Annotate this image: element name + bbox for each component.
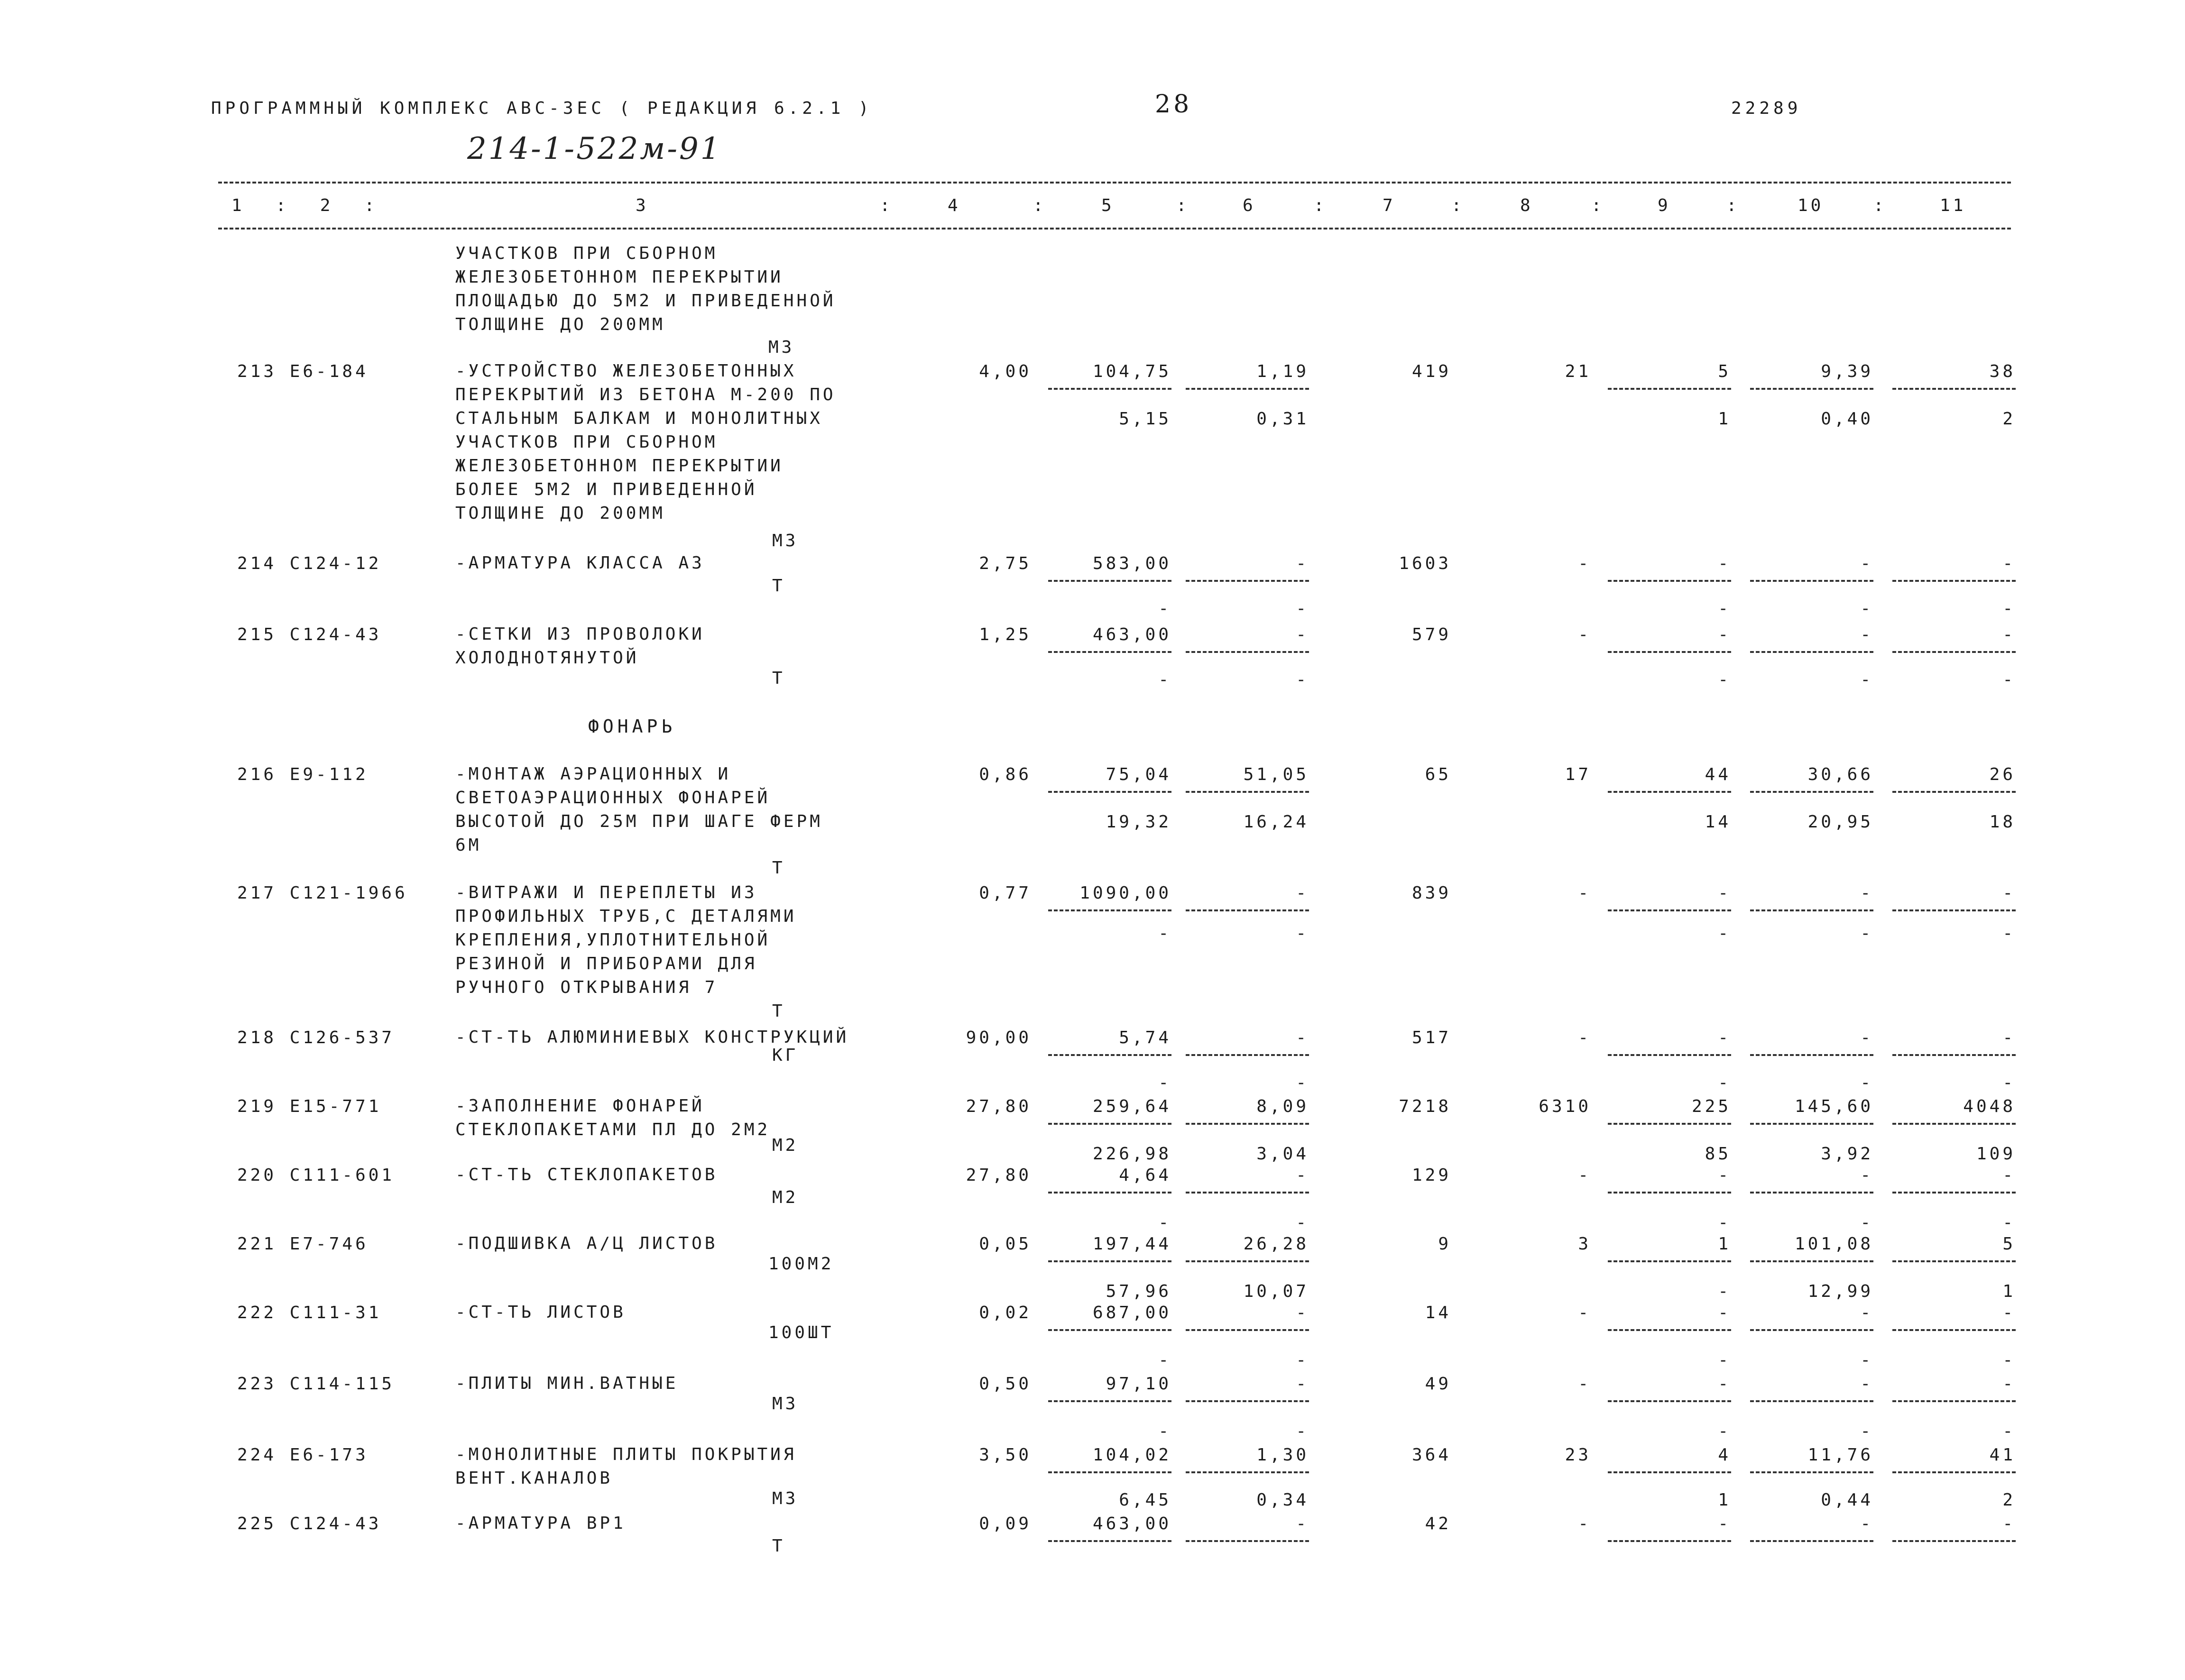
cell-c6: - <box>1296 554 1309 573</box>
cell-c10: 145,60 <box>1794 1097 1873 1116</box>
row-description: -ПЛИТЫ МИН.ВАТНЫЕ <box>455 1374 679 1393</box>
cell-c11: 26 <box>1989 765 2016 784</box>
col-sep: : <box>1451 196 1465 215</box>
cell-c5: 75,04 <box>1106 765 1171 784</box>
cell-separator <box>1892 651 2016 653</box>
cell-c5-sub: 226,98 <box>1092 1144 1171 1164</box>
cell-separator <box>1186 1471 1309 1473</box>
cell-separator <box>1608 1260 1731 1262</box>
cell-separator <box>1750 1260 1873 1262</box>
cell-c4: 2,75 <box>979 554 1032 573</box>
cell-c8: - <box>1578 1028 1591 1047</box>
cell-separator <box>1186 909 1309 911</box>
col-8: 8 <box>1520 196 1533 215</box>
cell-c10-sub: 3,92 <box>1821 1144 1873 1164</box>
section-title: ФОНАРЬ <box>588 716 676 737</box>
cell-separator <box>1048 388 1171 390</box>
cell-separator <box>1048 1400 1171 1402</box>
cell-c10: 101,08 <box>1794 1234 1873 1254</box>
cell-c10-sub: 12,99 <box>1807 1282 1873 1301</box>
cell-c8: - <box>1578 883 1591 903</box>
cell-c11: - <box>2002 1374 2016 1394</box>
cell-separator <box>1892 580 2016 582</box>
cell-c5-sub: 6,45 <box>1119 1490 1171 1510</box>
cell-separator <box>1892 791 2016 793</box>
cell-separator <box>1750 1192 1873 1193</box>
cell-separator <box>1892 909 2016 911</box>
cell-c10: - <box>1860 1303 1873 1322</box>
row-number-code: 214 С124-12 <box>237 554 382 573</box>
cell-separator <box>1186 1260 1309 1262</box>
cell-c6-sub: - <box>1296 924 1309 943</box>
row-description: -СТ-ТЬ АЛЮМИНИЕВЫХ КОНСТРУКЦИЙ <box>455 1028 849 1047</box>
cell-c7: 14 <box>1425 1303 1451 1322</box>
col-sep: : <box>1176 196 1189 215</box>
row-unit: Т <box>772 1001 785 1021</box>
cell-c10-sub: 20,95 <box>1807 812 1873 832</box>
row-description: -СТ-ТЬ ЛИСТОВ <box>455 1303 626 1322</box>
cell-separator <box>1608 791 1731 793</box>
cell-c6-sub: - <box>1296 1422 1309 1441</box>
cell-c5-sub: 57,96 <box>1106 1282 1171 1301</box>
cell-c10-sub: - <box>1860 670 1873 689</box>
cell-c10: - <box>1860 1374 1873 1394</box>
cell-c11: - <box>2002 1166 2016 1185</box>
cell-c5: 583,00 <box>1092 554 1171 573</box>
row-description: -ВИТРАЖИ И ПЕРЕПЛЕТЫ ИЗ ПРОФИЛЬНЫХ ТРУБ,С ДЕТАЛЯМИ КРЕПЛЕНИЯ,УПЛОТНИТЕЛЬНОЙ РЕЗИНОЙ И ПРИБОРАМИ ДЛЯ РУЧНОГО ОТКРЫВАНИЯ 7 <box>455 883 797 997</box>
cell-c4: 90,00 <box>966 1028 1032 1047</box>
cell-c4: 3,50 <box>979 1445 1032 1465</box>
cell-c11-sub: - <box>2002 1422 2016 1441</box>
cell-c6-sub: 0,34 <box>1256 1490 1309 1510</box>
cell-c6-sub: 16,24 <box>1243 812 1309 832</box>
cell-separator <box>1608 1540 1731 1542</box>
cell-c10-sub: 0,40 <box>1821 409 1873 429</box>
cell-c6: - <box>1296 1374 1309 1394</box>
cell-separator <box>1750 1471 1873 1473</box>
row-unit: М3 <box>772 1394 799 1414</box>
cell-c10-sub: - <box>1860 1213 1873 1232</box>
row-unit: М2 <box>772 1188 799 1207</box>
row-description: -МОНТАЖ АЭРАЦИОННЫХ И СВЕТОАЭРАЦИОННЫХ ФОНАРЕЙ ВЫСОТОЙ ДО 25М ПРИ ШАГЕ ФЕРМ 6М <box>455 764 823 855</box>
col-3: 3 <box>636 196 649 215</box>
row-unit: Т <box>772 576 785 596</box>
cell-c11-sub: - <box>2002 1350 2016 1370</box>
cell-c11-sub: - <box>2002 670 2016 689</box>
cell-c8: 21 <box>1565 362 1591 381</box>
row-number-code: 215 С124-43 <box>237 625 382 644</box>
header-rule-bottom <box>218 228 2011 230</box>
cell-c9-sub: - <box>1718 670 1731 689</box>
cell-separator <box>1608 580 1731 582</box>
cell-c10-sub: 0,44 <box>1821 1490 1873 1510</box>
cell-separator <box>1750 1540 1873 1542</box>
cell-c8: 6310 <box>1539 1097 1591 1116</box>
cell-separator <box>1186 791 1309 793</box>
cell-c9: - <box>1718 1303 1731 1322</box>
cell-separator <box>1892 1260 2016 1262</box>
cell-c5: 259,64 <box>1092 1097 1171 1116</box>
cell-c7: 839 <box>1411 883 1451 903</box>
cell-c7: 1603 <box>1399 554 1451 573</box>
cell-c10: - <box>1860 1514 1873 1533</box>
cell-c10: - <box>1860 1028 1873 1047</box>
header-rule-top <box>218 182 2011 184</box>
cell-c4: 27,80 <box>966 1166 1032 1185</box>
cell-c4: 0,09 <box>979 1514 1032 1533</box>
cell-c11-sub: - <box>2002 599 2016 618</box>
cell-c11: - <box>2002 625 2016 644</box>
col-sep: : <box>1033 196 1046 215</box>
cell-separator <box>1892 1123 2016 1125</box>
cell-separator <box>1750 651 1873 653</box>
cell-c8: - <box>1578 1166 1591 1185</box>
cell-c9-sub: - <box>1718 1350 1731 1370</box>
row-description: -СЕТКИ ИЗ ПРОВОЛОКИ ХОЛОДНОТЯНУТОЙ <box>455 624 705 668</box>
cell-c10-sub: - <box>1860 1422 1873 1441</box>
cell-separator <box>1186 1540 1309 1542</box>
col-10: 10 <box>1798 196 1824 215</box>
cell-separator <box>1750 791 1873 793</box>
cell-separator <box>1186 1192 1309 1193</box>
cell-separator <box>1048 1123 1171 1125</box>
row-unit: М3 <box>772 1489 799 1508</box>
cell-separator <box>1608 1329 1731 1331</box>
cell-c9: 4 <box>1718 1445 1731 1465</box>
cell-c6: - <box>1296 625 1309 644</box>
cell-separator <box>1048 909 1171 911</box>
cell-c5: 463,00 <box>1092 625 1171 644</box>
cell-separator <box>1048 1471 1171 1473</box>
cell-c10: - <box>1860 883 1873 903</box>
cell-c5: 4,64 <box>1119 1166 1171 1185</box>
cell-c9-sub: 14 <box>1705 812 1731 832</box>
cell-separator <box>1892 1400 2016 1402</box>
cell-c9-sub: - <box>1718 924 1731 943</box>
cell-c9: 5 <box>1718 362 1731 381</box>
row-unit: Т <box>772 1536 785 1556</box>
cell-separator <box>1892 1540 2016 1542</box>
cell-c5-sub: - <box>1158 1073 1171 1092</box>
cell-c6: 1,30 <box>1256 1445 1309 1465</box>
cell-c11: - <box>2002 883 2016 903</box>
cell-c4: 1,25 <box>979 625 1032 644</box>
col-sep: : <box>1726 196 1740 215</box>
cell-c11: - <box>2002 1028 2016 1047</box>
cell-separator <box>1608 1054 1731 1056</box>
cell-c7: 49 <box>1425 1374 1451 1394</box>
cell-separator <box>1048 651 1171 653</box>
cell-c9: - <box>1718 883 1731 903</box>
cell-separator <box>1608 1123 1731 1125</box>
cell-separator <box>1186 651 1309 653</box>
cell-c5-sub: - <box>1158 670 1171 689</box>
cell-c9: - <box>1718 1166 1731 1185</box>
row-unit: 100М2 <box>768 1254 834 1274</box>
cell-c5-sub: - <box>1158 1350 1171 1370</box>
cell-c6-sub: 0,31 <box>1256 409 1309 429</box>
handwritten-designation: 214-1-522м-91 <box>467 131 722 166</box>
cell-c10: - <box>1860 554 1873 573</box>
cell-c11: 41 <box>1989 1445 2016 1465</box>
cell-c6-sub: 3,04 <box>1256 1144 1309 1164</box>
cell-c5: 104,75 <box>1092 362 1171 381</box>
cell-separator <box>1608 651 1731 653</box>
cell-c6: - <box>1296 1028 1309 1047</box>
cell-c9: 225 <box>1691 1097 1731 1116</box>
row-number-code: 220 С111-601 <box>237 1166 395 1185</box>
cell-c9: - <box>1718 625 1731 644</box>
cell-c11-sub: 18 <box>1989 812 2016 832</box>
cell-c9-sub: - <box>1718 599 1731 618</box>
cell-c10: 11,76 <box>1807 1445 1873 1465</box>
cell-c5: 5,74 <box>1119 1028 1171 1047</box>
cell-c11: 5 <box>2002 1234 2016 1254</box>
cell-c11: 4048 <box>1963 1097 2016 1116</box>
row-number-code: 225 С124-43 <box>237 1514 382 1533</box>
cell-c4: 4,00 <box>979 362 1032 381</box>
cell-c9-sub: 1 <box>1718 409 1731 429</box>
cell-separator <box>1186 1400 1309 1402</box>
cell-c9-sub: - <box>1718 1073 1731 1092</box>
cell-c8: - <box>1578 1514 1591 1533</box>
cell-c7: 419 <box>1411 362 1451 381</box>
cell-c8: - <box>1578 625 1591 644</box>
cell-c6-sub: - <box>1296 1073 1309 1092</box>
row-unit: Т <box>772 858 785 878</box>
col-7: 7 <box>1383 196 1396 215</box>
cell-c6: 26,28 <box>1243 1234 1309 1254</box>
document-code: 22289 <box>1731 99 1802 118</box>
cell-c4: 0,86 <box>979 765 1032 784</box>
intro-description: УЧАСТКОВ ПРИ СБОРНОМ ЖЕЛЕЗОБЕТОННОМ ПЕРЕКРЫТИИ ПЛОЩАДЬЮ ДО 5М2 И ПРИВЕДЕННОЙ ТОЛЩИНЕ ДО 200ММ <box>455 244 836 334</box>
cell-c7: 42 <box>1425 1514 1451 1533</box>
cell-c4: 27,80 <box>966 1097 1032 1116</box>
cell-separator <box>1048 1260 1171 1262</box>
cell-c6: 1,19 <box>1256 362 1309 381</box>
cell-c7: 517 <box>1411 1028 1451 1047</box>
cell-separator <box>1186 580 1309 582</box>
cell-c10-sub: - <box>1860 924 1873 943</box>
cell-c9-sub: - <box>1718 1422 1731 1441</box>
cell-c8: - <box>1578 554 1591 573</box>
cell-c9: - <box>1718 1374 1731 1394</box>
cell-c6: - <box>1296 1514 1309 1533</box>
cell-c10-sub: - <box>1860 1073 1873 1092</box>
cell-c6-sub: - <box>1296 1213 1309 1232</box>
cell-c8: - <box>1578 1374 1591 1394</box>
col-sep: : <box>1591 196 1604 215</box>
cell-c5: 97,10 <box>1106 1374 1171 1394</box>
cell-c6-sub: 10,07 <box>1243 1282 1309 1301</box>
cell-c6: - <box>1296 1303 1309 1322</box>
cell-c5-sub: 19,32 <box>1106 812 1171 832</box>
row-description: -СТ-ТЬ СТЕКЛОПАКЕТОВ <box>455 1165 718 1184</box>
cell-separator <box>1892 1329 2016 1331</box>
col-11: 11 <box>1940 196 1966 215</box>
cell-c9: - <box>1718 1514 1731 1533</box>
cell-c10: - <box>1860 625 1873 644</box>
col-sep: : <box>880 196 893 215</box>
cell-c5-sub: - <box>1158 924 1171 943</box>
cell-c8: - <box>1578 1303 1591 1322</box>
row-unit: М2 <box>772 1136 799 1155</box>
cell-c8: 3 <box>1578 1234 1591 1254</box>
cell-separator <box>1892 1471 2016 1473</box>
cell-c5-sub: - <box>1158 1422 1171 1441</box>
row-number-code: 221 Е7-746 <box>237 1234 369 1254</box>
cell-separator <box>1048 1540 1171 1542</box>
cell-separator <box>1750 1123 1873 1125</box>
cell-c6: - <box>1296 883 1309 903</box>
cell-separator <box>1048 791 1171 793</box>
cell-c4: 0,77 <box>979 883 1032 903</box>
row-number-code: 218 С126-537 <box>237 1028 395 1047</box>
cell-c10-sub: - <box>1860 599 1873 618</box>
col-6: 6 <box>1243 196 1256 215</box>
row-unit: Т <box>772 669 785 688</box>
cell-separator <box>1750 1329 1873 1331</box>
cell-c10-sub: - <box>1860 1350 1873 1370</box>
cell-separator <box>1186 1123 1309 1125</box>
cell-c4: 0,50 <box>979 1374 1032 1394</box>
row-number-code: 224 Е6-173 <box>237 1445 369 1465</box>
cell-c9: 44 <box>1705 765 1731 784</box>
cell-c5: 463,00 <box>1092 1514 1171 1533</box>
cell-separator <box>1608 388 1731 390</box>
cell-c9-sub: - <box>1718 1282 1731 1301</box>
cell-separator <box>1750 388 1873 390</box>
cell-c9-sub: 85 <box>1705 1144 1731 1164</box>
row-number-code: 217 С121-1966 <box>237 883 408 903</box>
cell-c9-sub: - <box>1718 1213 1731 1232</box>
cell-c7: 579 <box>1411 625 1451 644</box>
row-number-code: 223 С114-115 <box>237 1374 395 1394</box>
row-description: -АРМАТУРА ВР1 <box>455 1514 626 1533</box>
cell-separator <box>1608 909 1731 911</box>
cell-separator <box>1892 388 2016 390</box>
cell-c11-sub: 109 <box>1976 1144 2016 1164</box>
cell-c7: 364 <box>1411 1445 1451 1465</box>
cell-c10: 9,39 <box>1821 362 1873 381</box>
cell-c6: - <box>1296 1166 1309 1185</box>
cell-c10: - <box>1860 1166 1873 1185</box>
row-description: -АРМАТУРА КЛАССА А3 <box>455 553 705 573</box>
cell-separator <box>1750 1054 1873 1056</box>
cell-c11-sub: 2 <box>2002 1490 2016 1510</box>
col-9: 9 <box>1658 196 1671 215</box>
page-number: 28 <box>1155 90 1192 119</box>
cell-c9: - <box>1718 554 1731 573</box>
cell-c11: - <box>2002 1303 2016 1322</box>
cell-c6-sub: - <box>1296 599 1309 618</box>
row-unit: КГ <box>772 1046 799 1065</box>
cell-c5-sub: - <box>1158 599 1171 618</box>
cell-c5: 104,02 <box>1092 1445 1171 1465</box>
intro-unit: М3 <box>768 338 795 357</box>
col-sep: : <box>1314 196 1327 215</box>
col-4: 4 <box>948 196 961 215</box>
cell-separator <box>1608 1471 1731 1473</box>
cell-c5-sub: - <box>1158 1213 1171 1232</box>
cell-c7: 9 <box>1438 1234 1451 1254</box>
cell-separator <box>1186 1329 1309 1331</box>
cell-separator <box>1892 1192 2016 1193</box>
cell-c10: 30,66 <box>1807 765 1873 784</box>
row-description: -МОНОЛИТНЫЕ ПЛИТЫ ПОКРЫТИЯ ВЕНТ.КАНАЛОВ <box>455 1445 797 1488</box>
cell-c9: 1 <box>1718 1234 1731 1254</box>
cell-c9-sub: 1 <box>1718 1490 1731 1510</box>
cell-c4: 0,02 <box>979 1303 1032 1322</box>
cell-c11: - <box>2002 554 2016 573</box>
row-unit: М3 <box>772 531 799 551</box>
col-sep: : <box>1873 196 1887 215</box>
cell-c8: 17 <box>1565 765 1591 784</box>
col-5: 5 <box>1101 196 1115 215</box>
cell-separator <box>1048 580 1171 582</box>
col-1-2: 1 : 2 : <box>231 196 378 215</box>
row-number-code: 213 Е6-184 <box>237 362 369 381</box>
cell-c6: 51,05 <box>1243 765 1309 784</box>
cell-c5-sub: 5,15 <box>1119 409 1171 429</box>
row-number-code: 222 С111-31 <box>237 1303 382 1322</box>
cell-separator <box>1892 1054 2016 1056</box>
cell-c5: 1090,00 <box>1079 883 1171 903</box>
cell-c5: 687,00 <box>1092 1303 1171 1322</box>
cell-separator <box>1750 1400 1873 1402</box>
row-description: -ЗАПОЛНЕНИЕ ФОНАРЕЙ СТЕКЛОПАКЕТАМИ ПЛ ДО 2М2 <box>455 1096 771 1139</box>
cell-c5: 197,44 <box>1092 1234 1171 1254</box>
cell-c7: 7218 <box>1399 1097 1451 1116</box>
cell-c11-sub: 2 <box>2002 409 2016 429</box>
cell-separator <box>1608 1192 1731 1193</box>
cell-separator <box>1186 388 1309 390</box>
cell-c11: 38 <box>1989 362 2016 381</box>
cell-c11-sub: - <box>2002 924 2016 943</box>
cell-separator <box>1750 909 1873 911</box>
cell-separator <box>1750 580 1873 582</box>
cell-c7: 129 <box>1411 1166 1451 1185</box>
cell-c6-sub: - <box>1296 670 1309 689</box>
cell-c11-sub: - <box>2002 1073 2016 1092</box>
cell-separator <box>1048 1329 1171 1331</box>
cell-c6-sub: - <box>1296 1350 1309 1370</box>
program-title: ПРОГРАММНЫЙ КОМПЛЕКС АВС-3ЕС ( РЕДАКЦИЯ 6.2.1 ) <box>211 99 873 118</box>
row-description: -ПОДШИВКА А/Ц ЛИСТОВ <box>455 1234 718 1253</box>
cell-c6: 8,09 <box>1256 1097 1309 1116</box>
cell-c4: 0,05 <box>979 1234 1032 1254</box>
cell-separator <box>1048 1054 1171 1056</box>
cell-c11-sub: - <box>2002 1213 2016 1232</box>
row-description: -УСТРОЙСТВО ЖЕЛЕЗОБЕТОННЫХ ПЕРЕКРЫТИЙ ИЗ БЕТОНА М-200 ПО СТАЛЬНЫМ БАЛКАМ И МОНОЛИТНЫХ УЧАСТКОВ ПРИ СБОРНОМ ЖЕЛЕЗОБЕТОННОМ ПЕРЕКРЫТИИ БОЛЕЕ 5М2 И ПРИВЕДЕННОЙ ТОЛЩИНЕ ДО 200ММ <box>455 361 836 523</box>
cell-c9: - <box>1718 1028 1731 1047</box>
row-number-code: 216 Е9-112 <box>237 765 369 784</box>
cell-c11-sub: 1 <box>2002 1282 2016 1301</box>
cell-c11: - <box>2002 1514 2016 1533</box>
cell-separator <box>1608 1400 1731 1402</box>
row-unit: 100ШТ <box>768 1323 834 1342</box>
cell-separator <box>1186 1054 1309 1056</box>
cell-separator <box>1048 1192 1171 1193</box>
cell-c7: 65 <box>1425 765 1451 784</box>
cell-c8: 23 <box>1565 1445 1591 1465</box>
row-number-code: 219 Е15-771 <box>237 1097 382 1116</box>
